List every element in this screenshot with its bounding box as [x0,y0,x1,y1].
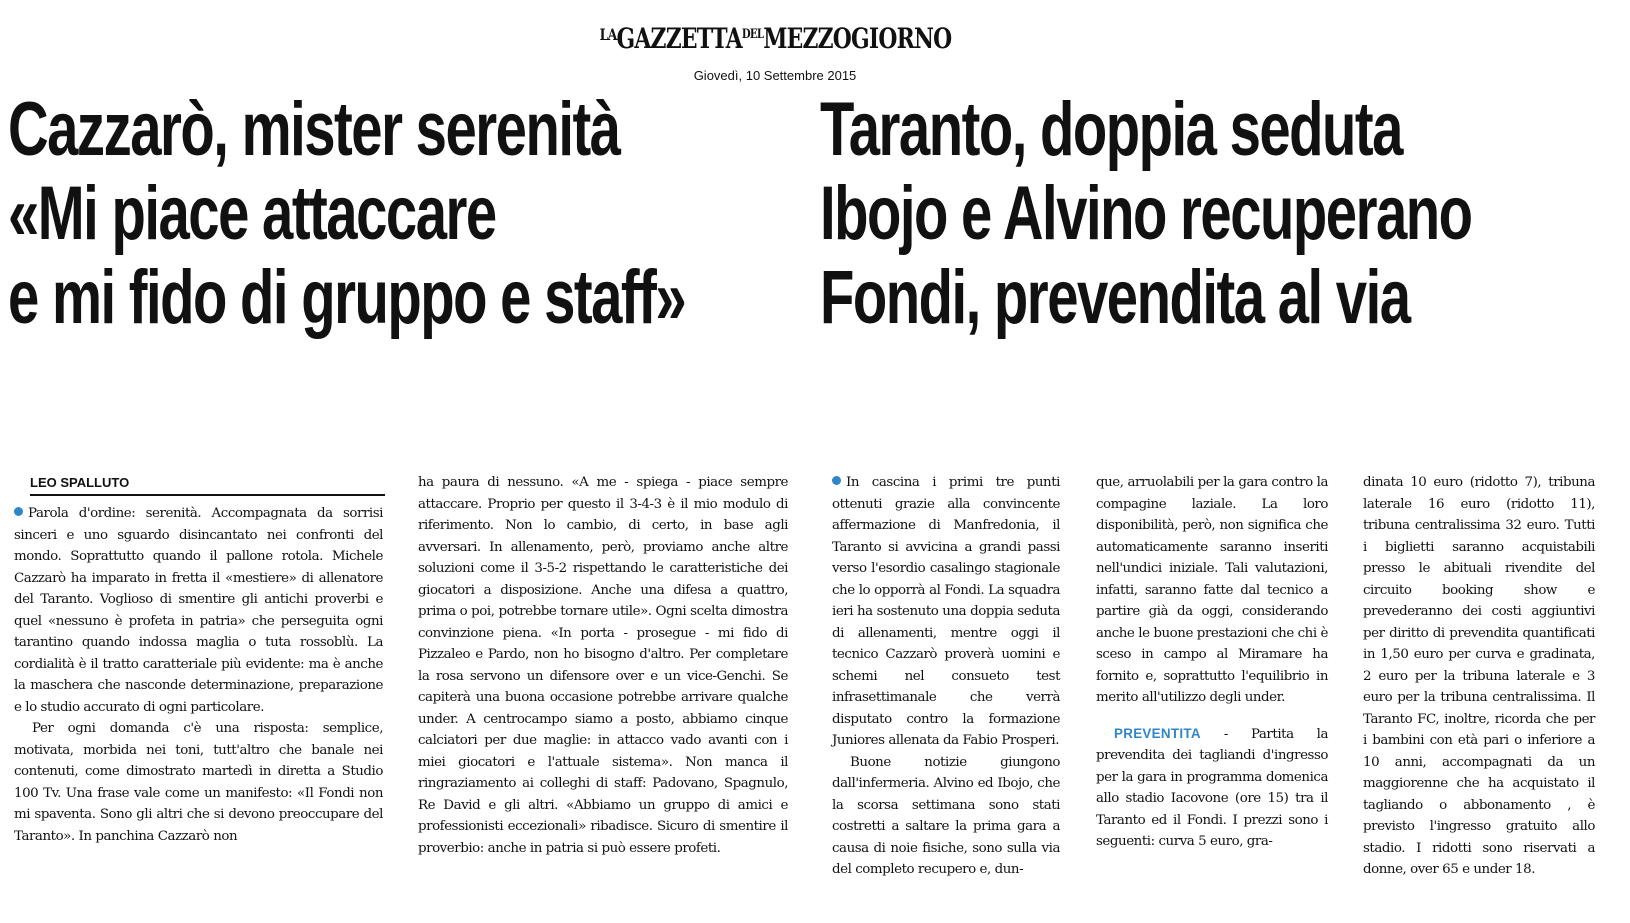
right-headline-line-3: Fondi, prevendita al via [820,255,1410,340]
article1-column-1 [14,503,383,923]
bullet-icon [14,507,23,516]
masthead-prefix: LA [599,25,617,44]
article2-paragraph-1 [832,472,1060,752]
article2-paragraph-2: Buone notizie giungono dall'infermeria. Alvino ed Ibojo, che la scorsa settimana sono stati costretti a saltare la prima gara a causa di noie fisiche, sono sulla via del completo recupero e, dun- [832,754,1060,877]
article2-paragraph-1-text: In cascina i primi tre punti ottenuti grazie alla convincente affermazione di Manfredonia, il Taranto si avvicina a grandi passi verso l'esordio casalingo stagionale che lo opporrà al Fondi. La squadra ieri ha sostenuto una doppia seduta di allenamenti, mentre oggi il tecnico Cazzarò proverà uomini e schemi nel consueto test infrasettimanale che verrà disputato contro la formazione Juniores allenata da Fabio Prosperi. [832,475,1060,748]
article1-paragraph-1-text: Parola d'ordine: serenità. Accompagnata da sorrisi sinceri e uno sguardo disincantato nei confronti del mondo. Soprattutto quando il pallone rotola. Michele Cazzarò ha imparato in fretta il «mestiere» di allenatore del Taranto. Voglioso di smentire gli antichi proverbi e quel «nessuno è profeta in patria» che perseguita ogni tarantino quando indossa maglia o tuta rossoblù. La cordialità è il tratto caratteriale più evidente: ma è anche la maschera che nasconde determinazione, preparazione e lo studio accurato di ogni particolare. [14,506,383,715]
masthead [400,22,1150,55]
bullet-icon [832,476,841,485]
kicker-label: PREVENTITA [1114,725,1201,741]
article1-paragraph-3: ha paura di nessuno. «A me - spiega - piace sempre attaccare. Proprio per questo il 3-4-3 è il mio modulo di riferimento. Non lo cambio, di certo, in base agli avversari. In allenamento, però, proviamo anche altre soluzioni come il 3-5-2 rispettando le caratteristiche dei giocatori a disposizione. Anche una difesa a quattro, prima o poi, potrebbe tornare utile». Ogni scelta dimostra convinzione piena. «In porta - prosegue - mi fido di Pizzaleo e Pardo, non ho bisogno d'altro. Per completare la rosa servono un difensore over e un vice-Genchi. Se capiterà una buona occasione potrebbe arrivare qualche under. A centrocampo siamo a posto, abbiamo cinque calciatori per due maglie: in attacco vado avanti con i miei giocatori e l'attuale sistema». Non manca il ringraziamento ai colleghi di staff: Padovano, Spagnulo, Re David e gli altri. «Abbiamo un gruppo di amici e professionisti eccezionali» ribadisce. Sicuro di smentire il proverbio: anche in patria si può essere profeti. [418,475,788,856]
article2-paragraph-4-text: - Partita la prevendita dei tagliandi d'ingresso per la gara in programma domenica allo stadio Iacovone (ore 15) tra il Taranto ed il Fondi. I prezzi sono i seguenti: curva 5 euro, gra- [1096,726,1328,849]
article2-column-2 [1096,472,1328,892]
article1-paragraph-1 [14,503,383,718]
masthead-name2: MEZZOGIORNO [762,22,951,55]
right-headline [820,88,1472,340]
right-headline-line-2: Ibojo e Alvino recuperano [820,171,1472,256]
article2-paragraph-4 [1096,723,1328,853]
article1-paragraph-2: Per ogni domanda c'è una risposta: semplice, motivata, morbida nei toni, tutt'altro che banale nei contenuti, come dimostrato martedì in diretta a Studio 100 Tv. Una frase vale come un manifesto: «Il Fondi non mi spaventa. Sono gli altri che si devono preoccupare del Taranto». In panchina Cazzarò non [14,721,383,844]
article2-column-3 [1363,472,1595,892]
masthead-mid: DEL [741,27,763,42]
left-headline [8,88,685,340]
left-headline-line-3: e mi fido di gruppo e staff» [8,255,686,340]
right-headline-line-1: Taranto, doppia seduta [820,87,1402,172]
masthead-name1: GAZZETTA [616,22,742,55]
left-headline-line-2: «Mi piace attaccare [8,171,496,256]
article2-paragraph-3: que, arruolabili per la gara contro la compagine laziale. La loro disponibilità, però, non significa che automaticamente saranno inseriti nell'undici iniziale. Tali valutazioni, infatti, saranno fatte dal tecnico a partire già da oggi, considerando anche le buone prestazioni che chi è sceso in campo al Miramare ha fornito e, soprattutto l'equilibrio in merito all'utilizzo degli under. [1096,475,1328,705]
article2-paragraph-5: dinata 10 euro (ridotto 7), tribuna laterale 16 euro (ridotto 11), tribuna centralissima 32 euro. Tutti i biglietti saranno acquistabili presso le abituali rivendite del circuito booking show e prevederanno dei costi aggiuntivi per diritto di prevendita quantificati in 1,50 euro per curva e gradinata, 2 euro per la tribuna laterale e 3 euro per la tribuna centralissima. Il Taranto FC, inoltre, ricorda che per i bambini con età pari o inferiore a 10 anni, accompagnati da un maggiorenne che ha acquistato il tagliando o abbonamento , è previsto l'ingresso gratuito allo stadio. I ridotti sono riservati a donne, over 65 e under 18. [1363,475,1595,877]
article1-column-2 [418,472,788,892]
left-headline-line-1: Cazzarò, mister serenità [8,87,620,172]
article2-column-1 [832,472,1060,892]
publication-date: Giovedì, 10 Settembre 2015 [693,68,857,83]
byline: LEO SPALLUTO [30,475,385,496]
